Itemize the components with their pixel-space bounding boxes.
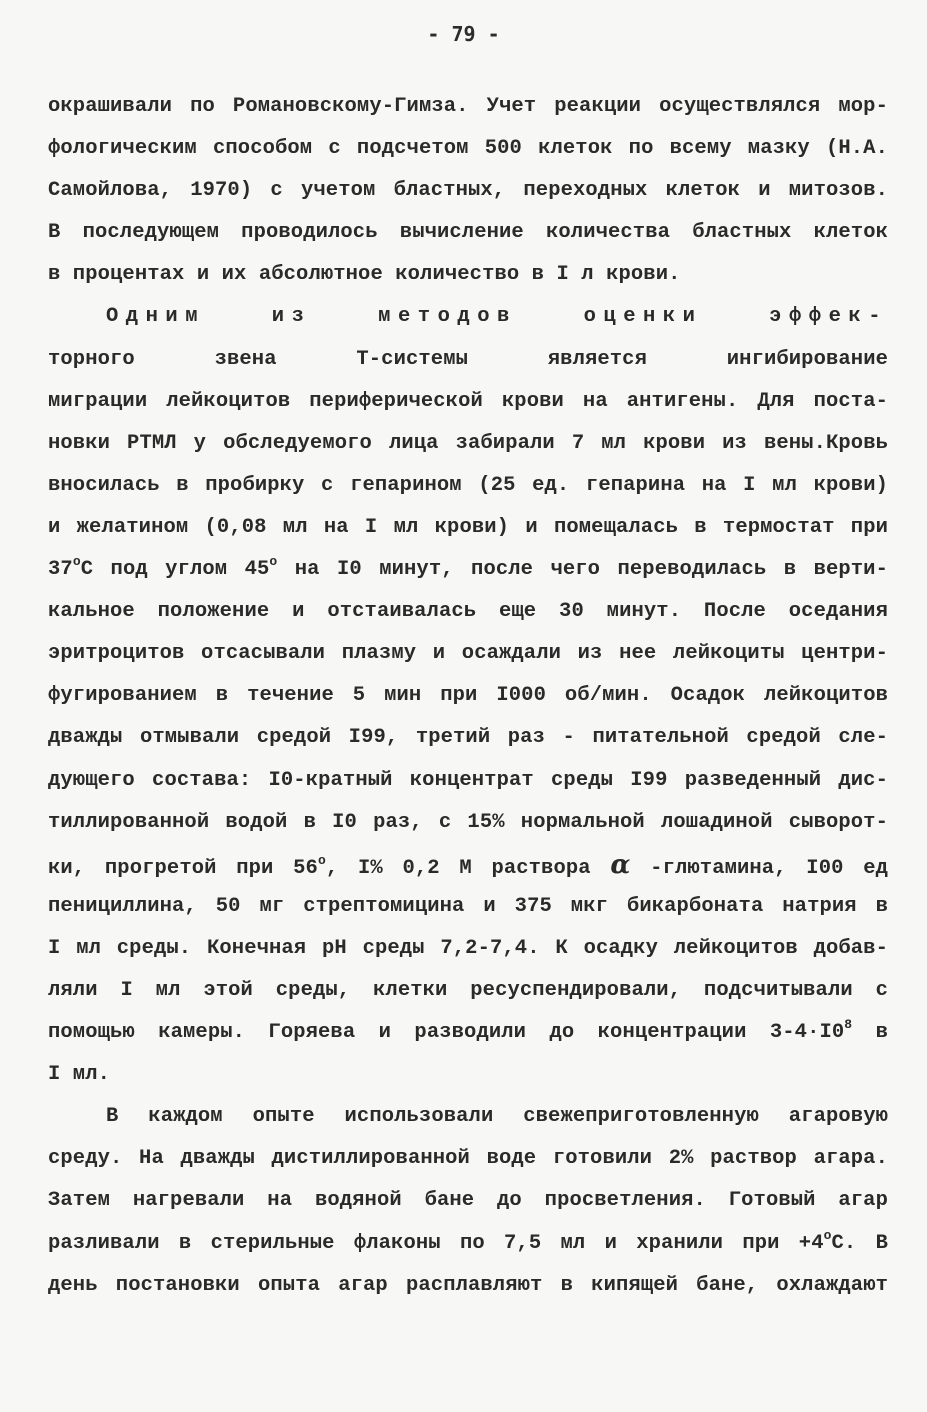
text-line: день постановки опыта агар расплавляют в кипящей бане, охлаждают bbox=[48, 1273, 888, 1297]
paragraph-2 bbox=[48, 296, 888, 1096]
text-line: дважды отмывали средой I99, третий раз - питательной средой сле- bbox=[48, 726, 888, 750]
text-line: I мл. bbox=[48, 1063, 111, 1087]
text-line: ляли I мл этой среды, клетки ресуспендировали, подсчитывали с bbox=[48, 978, 888, 1002]
text-line: окрашивали по Романовскому-Гимза. Учет реакции осуществлялся мор- bbox=[48, 95, 888, 118]
text-line: Самойлова, 1970) с учетом бластных, переходных клеток и митозов. bbox=[48, 179, 888, 203]
text-line: вносилась в пробирку с гепарином (25 ед. гепарина на I мл крови) bbox=[48, 473, 888, 497]
document-body bbox=[48, 86, 888, 1307]
text-line: кальное положение и отстаивалась еще 30 минут. После оседания bbox=[48, 600, 888, 624]
paragraph-3 bbox=[48, 1096, 888, 1306]
text-line: В каждом опыте использовали свежеприготовленную агаровую bbox=[106, 1105, 888, 1129]
text-line: В последующем проводилось вычисление количества бластных клеток bbox=[48, 221, 888, 245]
text-line: среду. На дважды дистиллированной воде готовили 2% раствор агара. bbox=[48, 1147, 888, 1171]
text-line: I мл среды. Конечная pH среды 7,2-7,4. К осадку лейкоцитов добав- bbox=[48, 936, 888, 960]
paragraph-1 bbox=[48, 86, 888, 296]
page-number: - 79 - bbox=[427, 22, 500, 46]
text-line: эритроцитов отсасывали плазму и осаждали из нее лейкоциты центри- bbox=[48, 642, 888, 666]
text-line: фологическим способом с подсчетом 500 клеток по всему мазку (Н.А. bbox=[48, 137, 888, 161]
text-line: пенициллина, 50 мг стрептомицина и 375 мкг бикарбоната натрия в bbox=[48, 894, 888, 918]
text-line: в процентах и их абсолютное количество в I л крови. bbox=[48, 263, 681, 287]
text-line: и желатином (0,08 мл на I мл крови) и помещалась в термостат при bbox=[48, 515, 888, 539]
text-line: разливали в стерильные флаконы по 7,5 мл и хранили при $+4^oC$. В bbox=[48, 1227, 888, 1255]
text-line: помощью камеры. Горяева и разводили до концентрации $3-4\cdot I0^8$ в bbox=[48, 1017, 888, 1045]
text-line: Затем нагревали на водяной бане до просветления. Готовый агар bbox=[48, 1189, 888, 1213]
text-line: ки, прогретой при 56$^o$, I% 0,2 М раствора α -глютамина, I00 ед bbox=[48, 849, 889, 880]
text-line: дующего состава: I0-кратный концентрат среды I99 разведенный дис- bbox=[48, 768, 888, 792]
text-line: торного звена Т-системы является ингибирование bbox=[48, 347, 888, 371]
text-line: тиллированной водой в I0 раз, с 15% нормальной лошадиной сыворот- bbox=[48, 810, 888, 834]
text-line: новки РТМЛ у обследуемого лица забирали 7 мл крови из вены.Кровь bbox=[48, 431, 888, 455]
text-line: Одним из методов оценки эффек- bbox=[106, 305, 888, 329]
text-line: фугированием в течение 5 мин при I000 об/мин. Осадок лейкоцитов bbox=[48, 684, 888, 708]
text-line: 37$^o$C под углом 45$^o$ на I0 минут, после чего переводилась в верти- bbox=[48, 554, 888, 582]
text-line: миграции лейкоцитов периферической крови на антигены. Для поста- bbox=[48, 389, 888, 413]
